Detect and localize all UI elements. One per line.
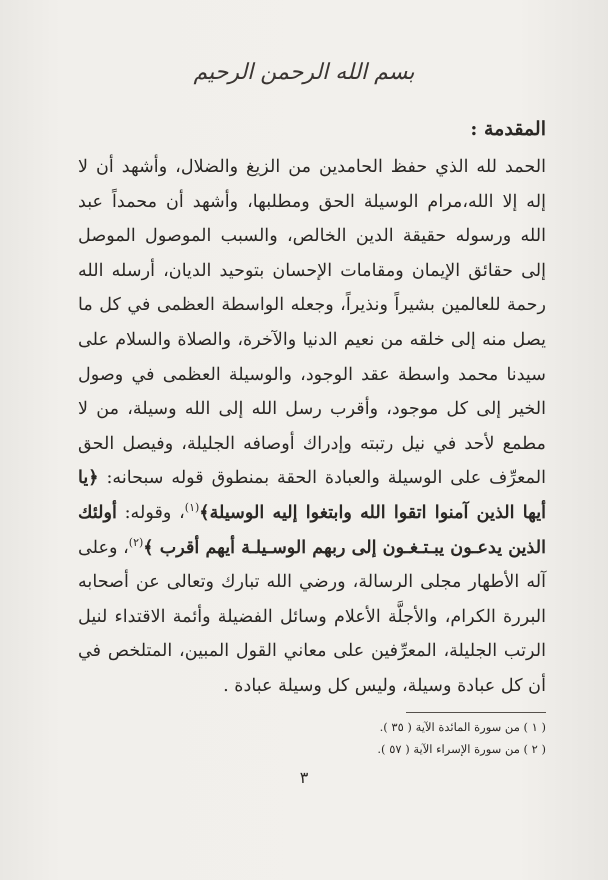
- footnote-2: ( ٢ ) من سورة الإسراء الآية ( ٥٧ ).: [377, 742, 546, 756]
- body-text-part-2: ، وقوله:: [116, 502, 185, 523]
- footnote-divider: [406, 712, 546, 713]
- page-number: ٣: [299, 768, 309, 787]
- footnote-1: ( ١ ) من سورة المائدة الآية ( ٣٥ ).: [379, 720, 546, 734]
- footnote-ref-1: (١): [184, 501, 200, 515]
- footnote-ref-2: (٢): [128, 535, 144, 549]
- section-heading: المقدمة :: [470, 118, 546, 140]
- quran-quote-1: ﴿يا أيها الذين آمنوا اتقوا الله وابتغوا إليه الوسيلة﴾: [78, 467, 546, 523]
- introduction-paragraph: [78, 150, 546, 704]
- footnotes: [78, 716, 546, 760]
- quran-quote-2: أولئك الذين يدعـون يبـتـغـون إلى ربهم الوسـيلـة أيهم أقرب ﴾: [78, 501, 546, 558]
- basmala-calligraphy: بسم الله الرحمن الرحيم: [193, 60, 415, 85]
- body-text-part-3: ، وعلى آله الأطهار مجلى الرسالة، ورضي الله تبارك وتعالى عن أصحابه البررة الكرام، والأجلَّة الأعلام وسائل الفضيلة وأئمة الاقتداء لنيل الرتب الجليلة، المعرِّفين على معاني القول المبين، المتلخص في أن كل عبادة وسيلة، وليس كل وسيلة عبادة .: [78, 537, 546, 696]
- body-text-part-1: الحمد لله الذي حفظ الحامدين من الزيغ والضلال، وأشهد أن لا إله إلا الله،مرام الوسيلة الحق ومطلبها، وأشهد أن محمداً عبد الله ورسوله حقيقة الدين الخالص، والسبب الموصول الموصل إلى حقائق الإيمان ومقامات الإحسان بتوحيد الديان، أرسله الله رحمة للعالمين بشيراً ونذيراً، وجعله الواسطة العظمى في كل ما يصل منه إلى خلقه من نعيم الدنيا والآخرة، والصلاة والسلام على سيدنا محمد واسطة عقد الوجود، والوسيلة العظمى في وصول الخير إلى كل موجود، وأقرب رسل الله إلى الله وسيلة، من لا مطمع لأحد في نيل رتبته وإدراك أوصافه الجليلة، وفيصل الحق المعرِّف على الوسيلة والعبادة الحقة بمنطوق قوله سبحانه:: [78, 157, 546, 489]
